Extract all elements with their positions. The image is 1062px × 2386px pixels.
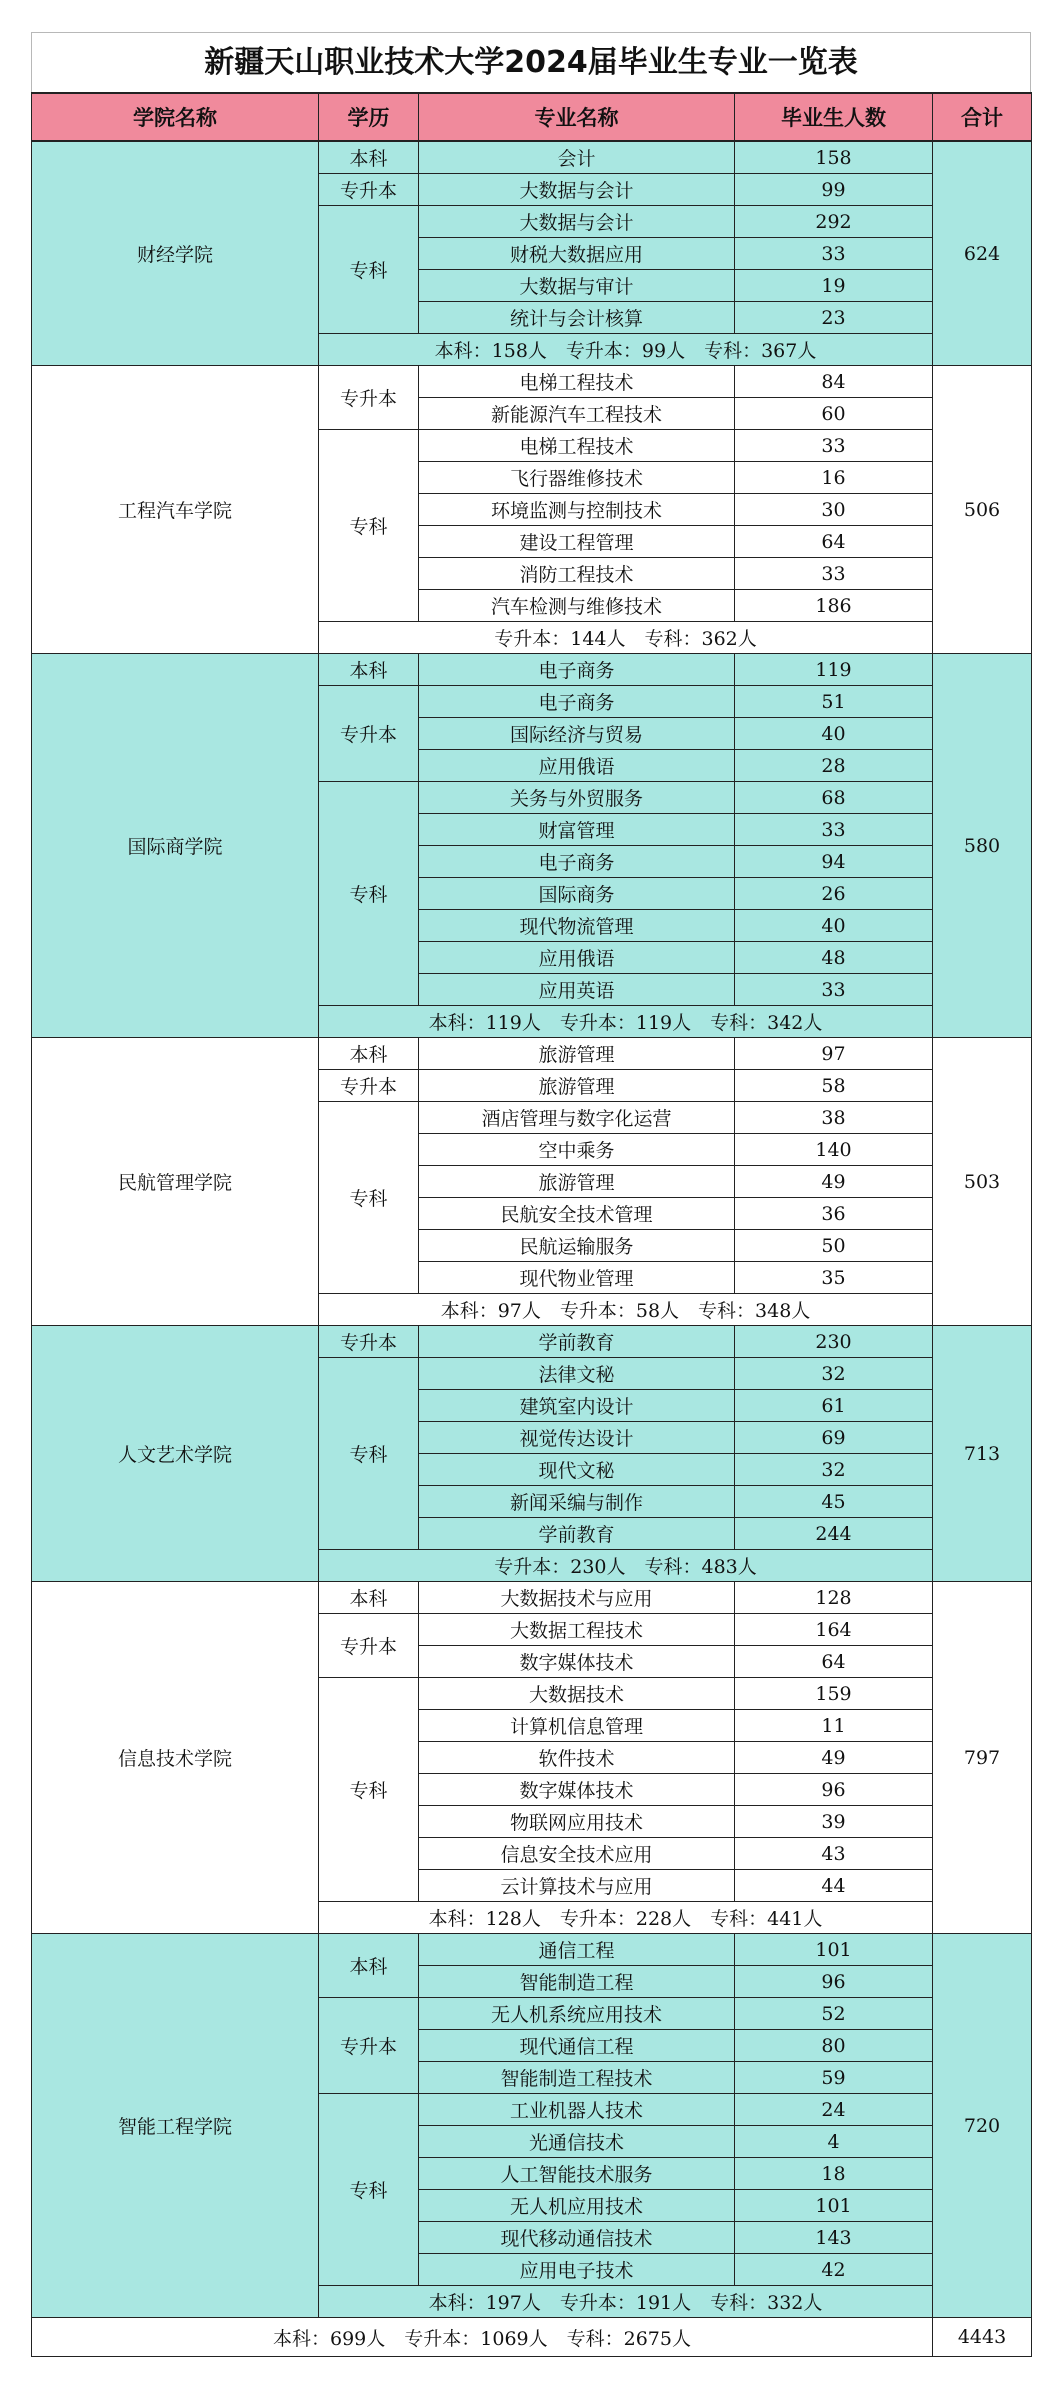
grand-total-row: [32, 2318, 1032, 2357]
graduate-count-cell[interactable]: 49: [735, 1166, 933, 1198]
degree-level-cell[interactable]: 本科: [319, 1582, 419, 1614]
graduate-count-cell[interactable]: 19: [735, 270, 933, 302]
major-name-cell[interactable]: 电子商务: [419, 846, 735, 878]
college-block: [32, 1326, 1032, 1582]
major-name-cell[interactable]: 应用俄语: [419, 750, 735, 782]
graduate-count-cell[interactable]: 33: [735, 814, 933, 846]
college-total-cell[interactable]: 713: [933, 1326, 1032, 1582]
major-name-cell[interactable]: 人工智能技术服务: [419, 2158, 735, 2190]
major-name-cell[interactable]: 软件技术: [419, 1742, 735, 1774]
graduate-count-cell[interactable]: 16: [735, 462, 933, 494]
subtotal-cell[interactable]: 本科：119人 专升本：119人 专科：342人: [319, 1006, 933, 1038]
graduate-count-cell[interactable]: 61: [735, 1390, 933, 1422]
major-name-cell[interactable]: 学前教育: [419, 1518, 735, 1550]
major-name-cell[interactable]: 大数据与会计: [419, 174, 735, 206]
degree-level-cell[interactable]: 本科: [319, 1038, 419, 1070]
college-block: [32, 1934, 1032, 2318]
degree-level-cell[interactable]: 专升本: [319, 1998, 419, 2094]
graduate-count-cell[interactable]: 40: [735, 718, 933, 750]
major-name-cell[interactable]: 电子商务: [419, 686, 735, 718]
major-name-cell[interactable]: 环境监测与控制技术: [419, 494, 735, 526]
graduate-count-cell[interactable]: 292: [735, 206, 933, 238]
graduate-count-cell[interactable]: 24: [735, 2094, 933, 2126]
major-name-cell[interactable]: 视觉传达设计: [419, 1422, 735, 1454]
major-name-cell[interactable]: 应用电子技术: [419, 2254, 735, 2286]
graduate-count-cell[interactable]: 49: [735, 1742, 933, 1774]
major-name-cell[interactable]: 现代物流管理: [419, 910, 735, 942]
major-name-cell[interactable]: 财富管理: [419, 814, 735, 846]
graduate-count-cell[interactable]: 39: [735, 1806, 933, 1838]
major-name-cell[interactable]: 现代文秘: [419, 1454, 735, 1486]
college-block: [32, 1038, 1032, 1326]
graduate-count-cell[interactable]: 158: [735, 141, 933, 174]
major-name-cell[interactable]: 应用英语: [419, 974, 735, 1006]
spreadsheet: [31, 32, 1031, 2357]
graduate-count-cell[interactable]: 4: [735, 2126, 933, 2158]
major-name-cell[interactable]: 学前教育: [419, 1326, 735, 1358]
major-name-cell[interactable]: 数字媒体技术: [419, 1646, 735, 1678]
major-name-cell[interactable]: 消防工程技术: [419, 558, 735, 590]
major-name-cell[interactable]: 建设工程管理: [419, 526, 735, 558]
graduate-count-cell[interactable]: 32: [735, 1358, 933, 1390]
graduate-count-cell[interactable]: 69: [735, 1422, 933, 1454]
major-name-cell[interactable]: 大数据技术与应用: [419, 1582, 735, 1614]
graduate-count-cell[interactable]: 36: [735, 1198, 933, 1230]
graduate-count-cell[interactable]: 38: [735, 1102, 933, 1134]
college-name-cell[interactable]: 民航管理学院: [32, 1038, 319, 1326]
major-name-cell[interactable]: 物联网应用技术: [419, 1806, 735, 1838]
degree-level-cell[interactable]: 专科: [319, 1102, 419, 1294]
graduate-count-cell[interactable]: 40: [735, 910, 933, 942]
graduate-count-cell[interactable]: 94: [735, 846, 933, 878]
graduate-count-cell[interactable]: 58: [735, 1070, 933, 1102]
table-row: [32, 141, 1032, 174]
college-name-cell[interactable]: 财经学院: [32, 141, 319, 366]
degree-level-cell[interactable]: 本科: [319, 654, 419, 686]
graduate-count-cell[interactable]: 42: [735, 2254, 933, 2286]
header-major[interactable]: 专业名称: [419, 93, 735, 141]
table-row: [32, 1326, 1032, 1358]
major-name-cell[interactable]: 智能制造工程: [419, 1966, 735, 1998]
graduate-count-cell[interactable]: 119: [735, 654, 933, 686]
major-name-cell[interactable]: 无人机应用技术: [419, 2190, 735, 2222]
graduate-count-cell[interactable]: 52: [735, 1998, 933, 2030]
graduate-count-cell[interactable]: 33: [735, 558, 933, 590]
college-name-cell[interactable]: 国际商学院: [32, 654, 319, 1038]
graduate-count-cell[interactable]: 97: [735, 1038, 933, 1070]
major-name-cell[interactable]: 国际商务: [419, 878, 735, 910]
college-block: [32, 1582, 1032, 1934]
major-name-cell[interactable]: 民航运输服务: [419, 1230, 735, 1262]
major-name-cell[interactable]: 电子商务: [419, 654, 735, 686]
college-name-cell[interactable]: 智能工程学院: [32, 1934, 319, 2318]
major-name-cell[interactable]: 建筑室内设计: [419, 1390, 735, 1422]
graduate-count-cell[interactable]: 11: [735, 1710, 933, 1742]
major-name-cell[interactable]: 旅游管理: [419, 1166, 735, 1198]
header-graduates[interactable]: 毕业生人数: [735, 93, 933, 141]
subtotal-cell[interactable]: 本科：97人 专升本：58人 专科：348人: [319, 1294, 933, 1326]
major-name-cell[interactable]: 智能制造工程技术: [419, 2062, 735, 2094]
subtotal-cell[interactable]: 本科：158人 专升本：99人 专科：367人: [319, 334, 933, 366]
college-block: [32, 654, 1032, 1038]
major-name-cell[interactable]: 飞行器维修技术: [419, 462, 735, 494]
table-row: [32, 654, 1032, 686]
graduate-count-cell[interactable]: 80: [735, 2030, 933, 2062]
degree-level-cell[interactable]: 专升本: [319, 174, 419, 206]
header-row: [32, 93, 1032, 141]
graduate-count-cell[interactable]: 68: [735, 782, 933, 814]
major-name-cell[interactable]: 法律文秘: [419, 1358, 735, 1390]
degree-level-cell[interactable]: 本科: [319, 141, 419, 174]
graduate-count-cell[interactable]: 51: [735, 686, 933, 718]
graduate-count-cell[interactable]: 101: [735, 1934, 933, 1966]
major-name-cell[interactable]: 民航安全技术管理: [419, 1198, 735, 1230]
table-row: [32, 1582, 1032, 1614]
header-college[interactable]: 学院名称: [32, 93, 319, 141]
major-name-cell[interactable]: 新闻采编与制作: [419, 1486, 735, 1518]
major-name-cell[interactable]: 汽车检测与维修技术: [419, 590, 735, 622]
major-name-cell[interactable]: 电梯工程技术: [419, 366, 735, 398]
major-name-cell[interactable]: 现代移动通信技术: [419, 2222, 735, 2254]
major-name-cell[interactable]: 数字媒体技术: [419, 1774, 735, 1806]
graduate-count-cell[interactable]: 44: [735, 1870, 933, 1902]
major-name-cell[interactable]: 财税大数据应用: [419, 238, 735, 270]
college-total-cell[interactable]: 797: [933, 1582, 1032, 1934]
graduate-count-cell[interactable]: 96: [735, 1966, 933, 1998]
subtotal-cell[interactable]: 专升本：144人 专科：362人: [319, 622, 933, 654]
grand-total-cell[interactable]: 4443: [933, 2318, 1032, 2357]
table-row: [32, 1038, 1032, 1070]
degree-level-cell[interactable]: 专科: [319, 430, 419, 622]
grand-total-block: [32, 2318, 1032, 2357]
graduate-count-cell[interactable]: 60: [735, 398, 933, 430]
graduate-count-cell[interactable]: 140: [735, 1134, 933, 1166]
major-name-cell[interactable]: 现代通信工程: [419, 2030, 735, 2062]
header-total[interactable]: 合计: [933, 93, 1032, 141]
graduates-table: [31, 92, 1032, 2357]
graduate-count-cell[interactable]: 59: [735, 2062, 933, 2094]
college-name-cell[interactable]: 人文艺术学院: [32, 1326, 319, 1582]
college-total-cell[interactable]: 624: [933, 141, 1032, 366]
subtotal-cell[interactable]: 本科：197人 专升本：191人 专科：332人: [319, 2286, 933, 2318]
graduate-count-cell[interactable]: 43: [735, 1838, 933, 1870]
graduate-count-cell[interactable]: 18: [735, 2158, 933, 2190]
degree-level-cell[interactable]: 专升本: [319, 1614, 419, 1678]
college-name-cell[interactable]: 信息技术学院: [32, 1582, 319, 1934]
degree-level-cell[interactable]: 专科: [319, 2094, 419, 2286]
graduate-count-cell[interactable]: 33: [735, 430, 933, 462]
graduate-count-cell[interactable]: 143: [735, 2222, 933, 2254]
major-name-cell[interactable]: 信息安全技术应用: [419, 1838, 735, 1870]
graduate-count-cell[interactable]: 244: [735, 1518, 933, 1550]
college-block: [32, 141, 1032, 366]
graduate-count-cell[interactable]: 45: [735, 1486, 933, 1518]
major-name-cell[interactable]: 新能源汽车工程技术: [419, 398, 735, 430]
major-name-cell[interactable]: 云计算技术与应用: [419, 1870, 735, 1902]
subtotal-cell[interactable]: 专升本：230人 专科：483人: [319, 1550, 933, 1582]
major-name-cell[interactable]: 计算机信息管理: [419, 1710, 735, 1742]
subtotal-cell[interactable]: 本科：128人 专升本：228人 专科：441人: [319, 1902, 933, 1934]
degree-level-cell[interactable]: 本科: [319, 1934, 419, 1998]
graduate-count-cell[interactable]: 99: [735, 174, 933, 206]
major-name-cell[interactable]: 大数据工程技术: [419, 1614, 735, 1646]
college-total-cell[interactable]: 503: [933, 1038, 1032, 1326]
table-row: [32, 366, 1032, 398]
major-name-cell[interactable]: 旅游管理: [419, 1038, 735, 1070]
college-block: [32, 366, 1032, 654]
major-name-cell[interactable]: 大数据技术: [419, 1678, 735, 1710]
major-name-cell[interactable]: 大数据与审计: [419, 270, 735, 302]
degree-level-cell[interactable]: 专科: [319, 1358, 419, 1550]
major-name-cell[interactable]: 国际经济与贸易: [419, 718, 735, 750]
graduate-count-cell[interactable]: 23: [735, 302, 933, 334]
major-name-cell[interactable]: 空中乘务: [419, 1134, 735, 1166]
major-name-cell[interactable]: 酒店管理与数字化运营: [419, 1102, 735, 1134]
graduate-count-cell[interactable]: 64: [735, 1646, 933, 1678]
degree-level-cell[interactable]: 专升本: [319, 1326, 419, 1358]
major-name-cell[interactable]: 通信工程: [419, 1934, 735, 1966]
degree-level-cell[interactable]: 专升本: [319, 686, 419, 782]
graduate-count-cell[interactable]: 64: [735, 526, 933, 558]
graduate-count-cell[interactable]: 28: [735, 750, 933, 782]
page-title: 新疆天山职业技术大学2024届毕业生专业一览表: [31, 32, 1031, 92]
graduate-count-cell[interactable]: 159: [735, 1678, 933, 1710]
college-total-cell[interactable]: 580: [933, 654, 1032, 1038]
graduate-count-cell[interactable]: 33: [735, 238, 933, 270]
major-name-cell[interactable]: 无人机系统应用技术: [419, 1998, 735, 2030]
degree-level-cell[interactable]: 专科: [319, 1678, 419, 1902]
table-row: [32, 1934, 1032, 1966]
major-name-cell[interactable]: 大数据与会计: [419, 206, 735, 238]
college-total-cell[interactable]: 720: [933, 1934, 1032, 2318]
graduate-count-cell[interactable]: 186: [735, 590, 933, 622]
graduate-count-cell[interactable]: 164: [735, 1614, 933, 1646]
major-name-cell[interactable]: 光通信技术: [419, 2126, 735, 2158]
graduate-count-cell[interactable]: 35: [735, 1262, 933, 1294]
degree-level-cell[interactable]: 专升本: [319, 366, 419, 430]
graduate-count-cell[interactable]: 32: [735, 1454, 933, 1486]
major-name-cell[interactable]: 现代物业管理: [419, 1262, 735, 1294]
graduate-count-cell[interactable]: 84: [735, 366, 933, 398]
graduate-count-cell[interactable]: 230: [735, 1326, 933, 1358]
major-name-cell[interactable]: 关务与外贸服务: [419, 782, 735, 814]
major-name-cell[interactable]: 电梯工程技术: [419, 430, 735, 462]
degree-level-cell[interactable]: 专科: [319, 782, 419, 1006]
grand-summary-cell[interactable]: 本科：699人 专升本：1069人 专科：2675人: [32, 2318, 933, 2357]
degree-level-cell[interactable]: 专升本: [319, 1070, 419, 1102]
header-degree[interactable]: 学历: [319, 93, 419, 141]
graduate-count-cell[interactable]: 96: [735, 1774, 933, 1806]
major-name-cell[interactable]: 会计: [419, 141, 735, 174]
graduate-count-cell[interactable]: 128: [735, 1582, 933, 1614]
college-total-cell[interactable]: 506: [933, 366, 1032, 654]
graduate-count-cell[interactable]: 33: [735, 974, 933, 1006]
graduate-count-cell[interactable]: 50: [735, 1230, 933, 1262]
degree-level-cell[interactable]: 专科: [319, 206, 419, 334]
college-name-cell[interactable]: 工程汽车学院: [32, 366, 319, 654]
graduate-count-cell[interactable]: 101: [735, 2190, 933, 2222]
graduate-count-cell[interactable]: 26: [735, 878, 933, 910]
graduate-count-cell[interactable]: 48: [735, 942, 933, 974]
major-name-cell[interactable]: 统计与会计核算: [419, 302, 735, 334]
major-name-cell[interactable]: 旅游管理: [419, 1070, 735, 1102]
graduate-count-cell[interactable]: 30: [735, 494, 933, 526]
major-name-cell[interactable]: 工业机器人技术: [419, 2094, 735, 2126]
major-name-cell[interactable]: 应用俄语: [419, 942, 735, 974]
